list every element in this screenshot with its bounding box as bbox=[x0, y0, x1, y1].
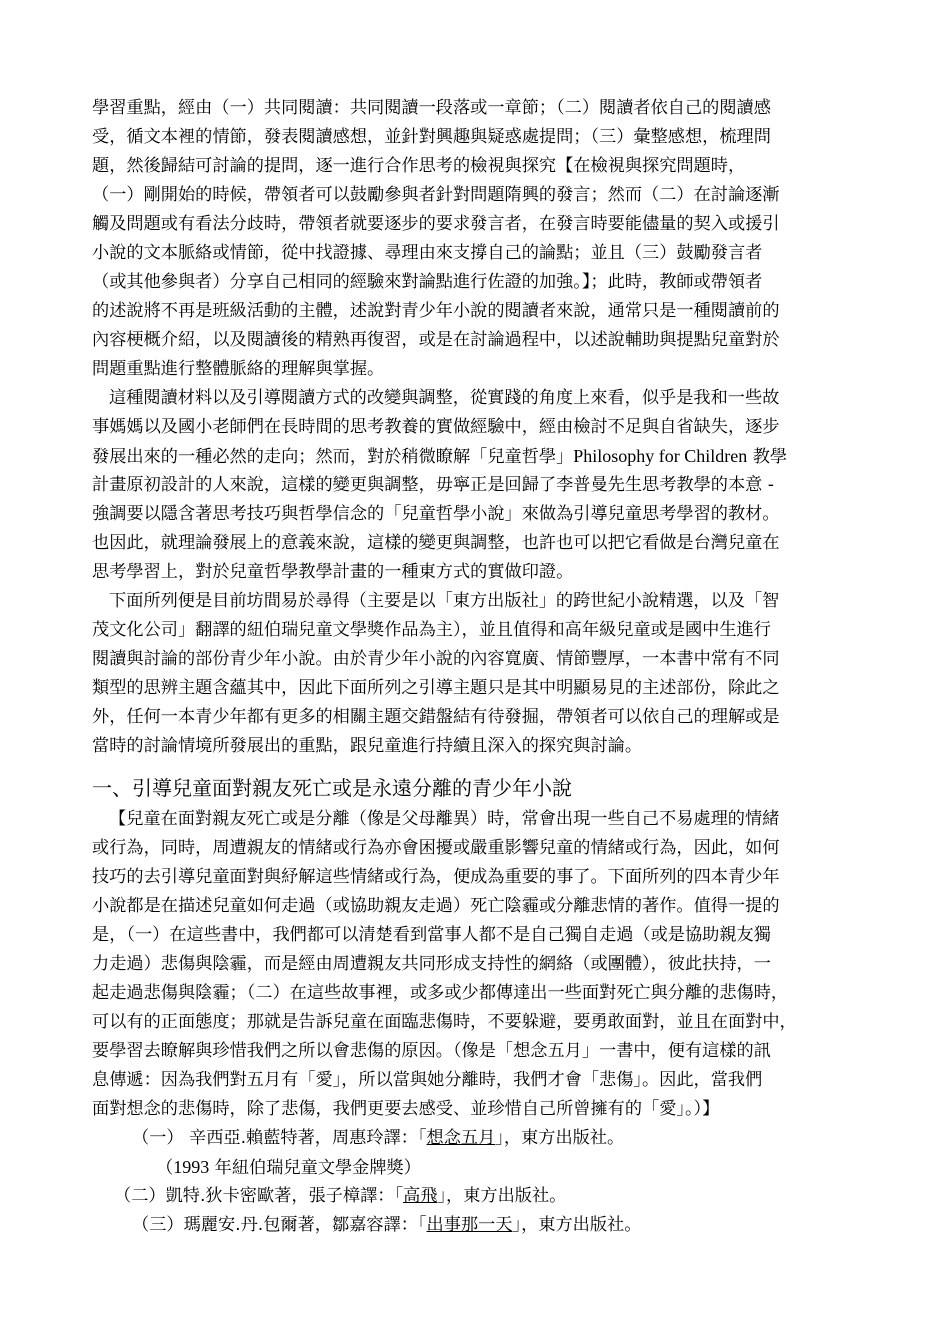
paragraph-reading-steps bbox=[92, 94, 882, 384]
text-span: 教學 bbox=[747, 447, 788, 467]
book-title: 想念五月 bbox=[426, 1128, 496, 1148]
text-line: 息傳遞：因為我們對五月有「愛」，所以當與她分離時，我們才會「悲傷」。因此，當我們 bbox=[92, 1070, 763, 1090]
text-line: 是，（一）在這些書中，我們都可以清楚看到當事人都不是自己獨自走過（或是協助親友獨 bbox=[92, 925, 771, 945]
text-line: 外，任何一本青少年都有更多的相關主題交錯盤結有待發掘，帶領者可以依自己的理解或是 bbox=[92, 707, 780, 727]
text-line: 或行為，同時，周遭親友的情緒或行為亦會困擾或嚴重影響兒童的情緒或行為，因此，如何 bbox=[92, 838, 780, 858]
text-line: 學習重點，經由（一）共同閱讀：共同閱讀一段落或一章節；（二）閱讀者依自己的閱讀感 bbox=[92, 98, 771, 118]
text-line: 起走過悲傷與陰霾；（二）在這些故事裡，或多或少都傳達出一些面對死亡與分離的悲傷時， bbox=[92, 983, 789, 1003]
text-line: 觸及問題或有看法分歧時，帶領者就要逐步的要求發言者，在發言時要能儘量的契入或援引 bbox=[92, 214, 780, 234]
award-open: （ bbox=[156, 1158, 174, 1178]
text-line: 茂文化公司」翻譯的紐伯瑞兒童文學獎作品為主），並且值得和高年級兒童或是國中生進行 bbox=[92, 620, 771, 640]
text-line: 這種閱讀材料以及引導閱讀方式的改變與調整，從實踐的角度上來看，似乎是我和一些故 bbox=[109, 388, 780, 408]
book-item bbox=[92, 1182, 882, 1211]
text-line: 可以有的正面態度；那就是告訴兒童在面臨悲傷時，不要躲避，要勇敢面對，並且在面對中， bbox=[92, 1012, 797, 1032]
text-line bbox=[92, 442, 882, 471]
text-line: 閱讀與討論的部份青少年小說。由於青少年小說的內容寬廣、情節豐厚，一本書中常有不同 bbox=[92, 649, 780, 669]
text-line: 思考學習上，對於兒童哲學教學計畫的一種東方式的實做印證。 bbox=[92, 562, 574, 582]
book-item bbox=[92, 1124, 882, 1153]
text-line: 受，循文本裡的情節，發表閱讀感想，並針對興趣與疑惑處提問；（三）彙整感想，梳理問 bbox=[92, 127, 771, 147]
text-line: 也因此，就理論發展上的意義來說，這樣的變更與調整，也許也可以把它看做是台灣兒童在 bbox=[92, 533, 780, 553]
text-line: 面對想念的悲傷時，除了悲傷，我們更要去感受、並珍惜自己所曾擁有的「愛」。）】 bbox=[92, 1099, 720, 1119]
text-line: 類型的思辨主題含蘊其中，因此下面所列之引導主題只是其中明顯易見的主述部份，除此之 bbox=[92, 678, 780, 698]
text-line: 計畫原初設計的人來說，這樣的變更與調整，毋寧正是回歸了李普曼先生思考教學的本意 - bbox=[92, 475, 774, 495]
text-line: 內容梗概介紹，以及閱讀後的精熟再復習，或是在討論過程中，以述說輔助與提點兒童對於 bbox=[92, 330, 780, 350]
book-item-suffix: 」，東方出版社。 bbox=[495, 1128, 625, 1148]
book-item-suffix: 」，東方出版社。 bbox=[437, 1186, 567, 1206]
award-text: 年紐伯瑞兒童文學金牌獎） bbox=[209, 1158, 421, 1178]
text-line: 小說的文本脈絡或情節，從中找證據、尋理由來支撐自己的論點；並且（三）鼓勵發言者 bbox=[92, 243, 763, 263]
paragraph-method-change bbox=[92, 384, 882, 587]
text-line: 強調要以隱含著思考技巧與哲學信念的「兒童哲學小說」來做為引導兒童思考學習的教材。 bbox=[92, 504, 780, 524]
document-page bbox=[92, 94, 882, 1240]
text-line: 【兒童在面對親友死亡或是分離（像是父母離異）時，常會出現一些自己不易處理的情緒 bbox=[109, 809, 780, 829]
text-line: 題，然後歸結可討論的提問，逐一進行合作思考的檢視與探究【在檢視與探究問題時， bbox=[92, 156, 746, 176]
book-item-prefix: （二）凱特.狄卡密歐著，張子樟譯：「 bbox=[114, 1186, 404, 1206]
text-line: 問題重點進行整體脈絡的理解與掌握。 bbox=[92, 359, 385, 379]
paragraph-section-intro bbox=[92, 805, 882, 1124]
book-list bbox=[92, 1124, 882, 1240]
award-year: 1993 bbox=[173, 1157, 210, 1177]
book-item-prefix: （一） 辛西亞.賴藍特著，周惠玲譯：「 bbox=[132, 1128, 427, 1148]
text-line: （或其他參與者）分享自己相同的經驗來對論點進行佐證的加強。】；此時，教師或帶領者 bbox=[92, 272, 763, 292]
text-line: 力走過）悲傷與陰霾，而是經由周遭親友共同形成支持性的網絡（或團體），彼此扶持，一 bbox=[92, 954, 771, 974]
book-item-suffix: 」，東方出版社。 bbox=[512, 1215, 642, 1235]
text-span: 發展出來的一種必然的走向；然而，對於稍微瞭解「兒童哲學」 bbox=[92, 447, 574, 467]
section-gap bbox=[92, 761, 882, 773]
book-item-prefix: （三）瑪麗安.丹.包爾著，鄒嘉容譯：「 bbox=[132, 1215, 427, 1235]
text-line: 的述說將不再是班級活動的主體，述說對青少年小說的閱讀者來說，通常只是一種閱讀前的 bbox=[92, 301, 780, 321]
text-line: 要學習去瞭解與珍惜我們之所以會悲傷的原因。（像是「想念五月」一書中，便有這樣的訊 bbox=[92, 1041, 771, 1061]
paragraph-book-list-intro bbox=[92, 587, 882, 761]
book-title: 高飛 bbox=[403, 1186, 438, 1206]
text-line: 小說都是在描述兒童如何走過（或協助親友走過）死亡陰霾或分離悲情的著作。值得一提的 bbox=[92, 896, 780, 916]
book-item bbox=[92, 1211, 882, 1240]
text-line: （一）剛開始的時候，帶領者可以鼓勵參與者針對問題隋興的發言；然而（二）在討論逐漸 bbox=[92, 185, 780, 205]
philosophy-for-children-text: Philosophy for Children bbox=[573, 446, 748, 466]
text-line: 當時的討論情境所發展出的重點，跟兒童進行持續且深入的探究與討論。 bbox=[92, 736, 643, 756]
section-title: 一、引導兒童面對親友死亡或是永遠分離的青少年小說 bbox=[92, 776, 572, 800]
text-line: 事媽媽以及國小老師們在長時間的思考教養的實做經驗中，經由檢討不足與自省缺失，逐步 bbox=[92, 417, 780, 437]
award-note bbox=[92, 1153, 882, 1182]
text-line: 下面所列便是目前坊間易於尋得（主要是以「東方出版社」的跨世紀小說精選，以及「智 bbox=[109, 591, 780, 611]
text-line: 技巧的去引導兒童面對與紓解這些情緒或行為，便成為重要的事了。下面所列的四本青少年 bbox=[92, 867, 780, 887]
book-title: 出事那一天 bbox=[426, 1215, 513, 1235]
